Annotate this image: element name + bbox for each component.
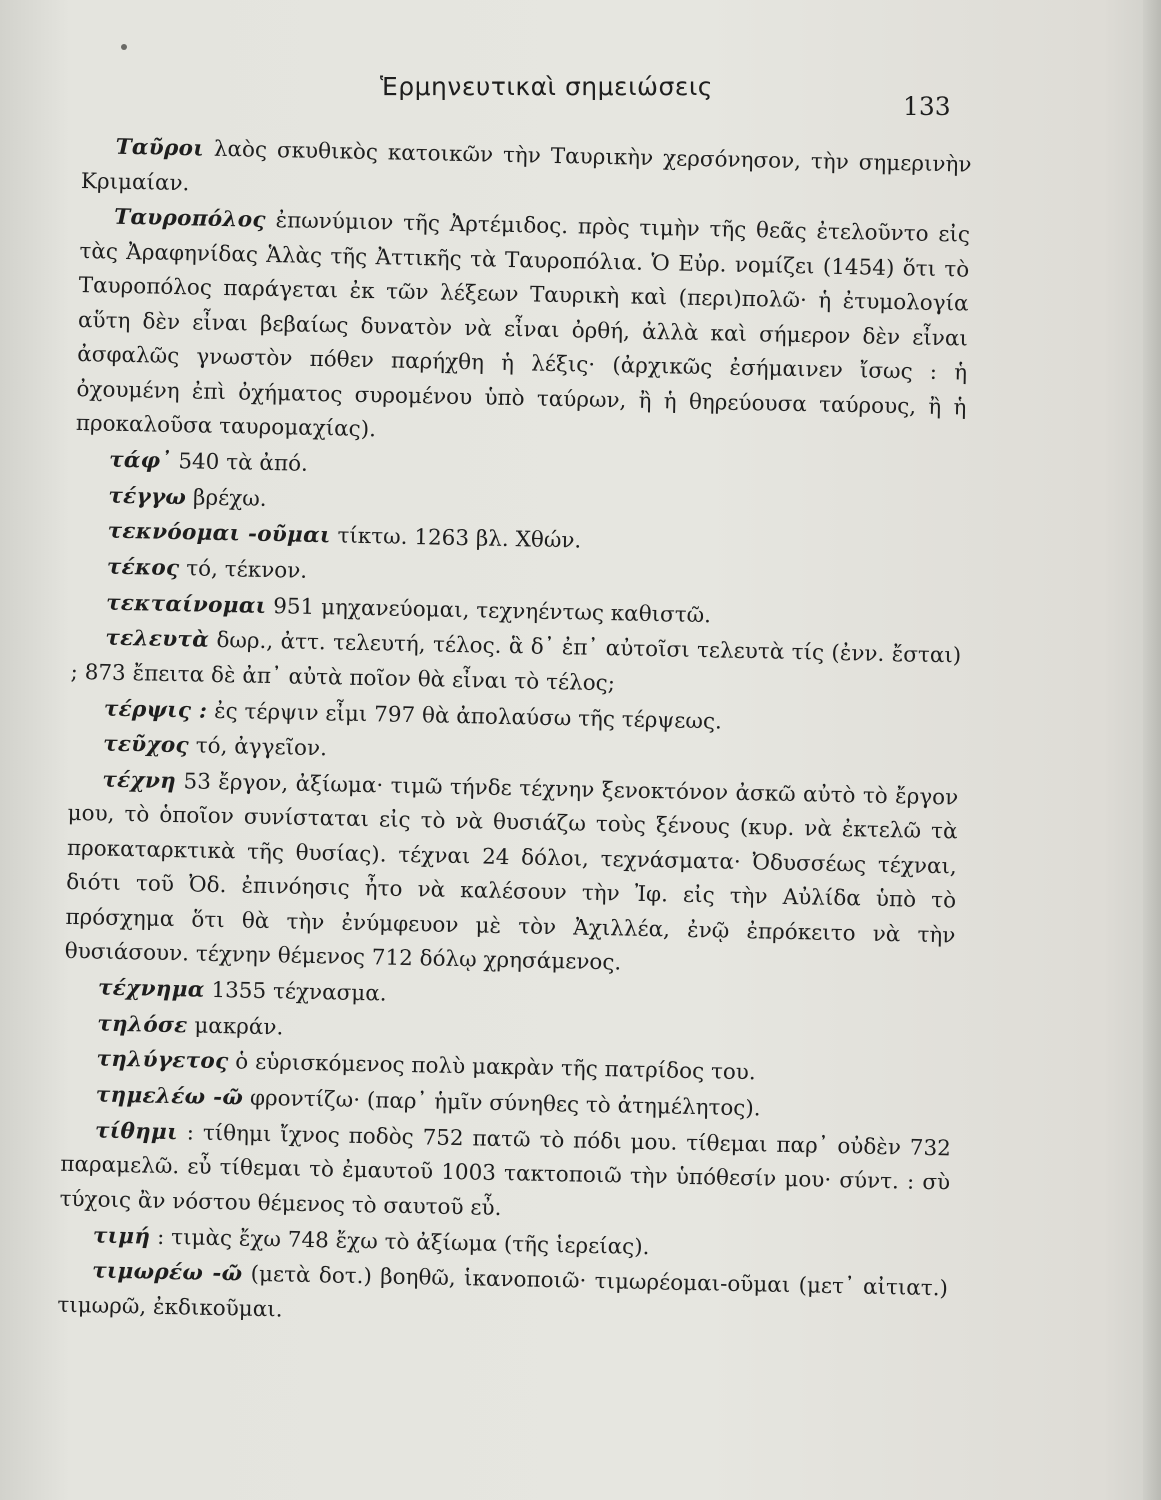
entry-headword: τιμή xyxy=(92,1222,151,1250)
page-number: 133 xyxy=(903,92,951,121)
entry-text: τίκτω. 1263 βλ. Χθών. xyxy=(337,523,582,554)
entry-headword: τάφ᾽ xyxy=(108,447,172,474)
entry-headword: τίθημι xyxy=(94,1118,179,1146)
ink-speck xyxy=(121,44,127,50)
glossary-entry xyxy=(64,763,958,989)
book-spine-shadow xyxy=(1143,0,1161,1500)
entry-headword: Ταῦροι xyxy=(115,134,205,162)
entry-text: φροντίζω· (παρ᾽ ἡμῖν σύνηθες τὸ ἀτημέλητος). xyxy=(249,1085,761,1122)
entry-text: 540 τὰ ἀπό. xyxy=(178,448,309,477)
glossary-entry xyxy=(75,200,970,460)
entry-headword: τέχνημα xyxy=(97,975,205,1003)
entry-text: 1355 τέχνασμα. xyxy=(211,977,387,1007)
entry-text: βρέχω. xyxy=(192,484,267,512)
entry-headword: τέρψις : xyxy=(103,696,208,724)
entry-headword: τέκος xyxy=(106,554,180,582)
entry-text: τό, ἀγγεῖον. xyxy=(195,733,328,762)
entry-headword: τηλόσε xyxy=(97,1011,188,1039)
entry-headword: τεκταίνομαι xyxy=(105,590,267,619)
entry-text: 951 μηχανεύομαι, τεχνηέντως καθιστῶ. xyxy=(272,593,712,628)
entry-headword: τεῦχος xyxy=(102,731,190,759)
page-header xyxy=(0,72,1161,121)
entry-text: ἐς τέρψιν εἶμι 797 θὰ ἀπολαύσω τῆς τέρψεως. xyxy=(213,698,723,735)
entry-headword: τηλύγετος xyxy=(96,1046,229,1075)
entry-headword: τημελέω -ῶ xyxy=(95,1082,244,1111)
entry-headword: τελευτὰ xyxy=(105,625,210,654)
entry-text: : τιμὰς ἔχω 748 ἔχω τὸ ἀξίωμα (τῆς ἱερείας). xyxy=(156,1224,650,1260)
entry-text: μακράν. xyxy=(194,1013,284,1041)
entry-text: ἐπωνύμιον τῆς Ἀρτέμιδος. πρὸς τιμὴν τῆς θεᾶς ἐτελοῦντο εἰς τὰς Ἀραφηνίδας Ἁλὰς τῆς Ἀττικῆς τὰ Ταυροπόλια. Ὁ Εὐρ. νομίζει (1454) ὅτι τὸ Ταυροπόλος παράγεται ἐκ τῶν λέξεων Ταυρικὴ καὶ (περι)πολῶ· ἡ ἐτυμολογία αὕτη δὲν εἶναι βεβαίως δυνατὸν νὰ εἶναι ὀρθή, ἀλλὰ καὶ σήμερον δὲν εἶναι ἀσφαλῶς γνωστὸν πόθεν παρήχθη ἡ λέξις· (ἀρχικῶς ἐσήμαινεν ἴσως : ἡ ὀχουμένη ἐπὶ ὀχήματος συρομένου ὑπὸ ταύρων, ἢ ἡ θηρεύουσα ταύρους, ἢ ἡ προκαλοῦσα ταυρομαχίας). xyxy=(75,208,971,443)
entry-text: 53 ἔργον, ἀξίωμα· τιμῶ τήνδε τέχνην ξενοκτόνον ἀσκῶ αὐτὸ τὸ ἔργον μου, τὸ ὁποῖον συνίσταται εἰς τὸ νὰ θυσιάζω τοὺς ξένους (κυρ. νὰ ἐκτελῶ τὰ προκαταρκτικὰ τῆς θυσίας). τέχναι 24 δόλοι, τεχνάσματα· Ὀδυσσέως τέχναι, διότι τοῦ Ὀδ. ἐπινόησις ἦτο νὰ καλέσουν τὴν Ἰφ. εἰς τὴν Αὐλίδα ὑπὸ τὸ πρόσχημα ὅτι θὰ τὴν ἐνύμφευον μὲ τὸν Ἀχιλλέα, ἐνῷ ἐπρόκειτο νὰ τὴν θυσιάσουν. τέχνην θέμενος 712 δόλῳ χρησάμενος. xyxy=(64,769,959,976)
entry-headword: τέχνη xyxy=(102,767,177,794)
entry-headword: τέγγω xyxy=(108,483,187,510)
entry-text: δωρ., ἀττ. τελευτή, τέλος. ἃ δ᾽ ἐπ᾽ αὐτοῖσι τελευτὰ τίς (ἐνν. ἔσται) ; 873 ἔπειτα δὲ ἀπ᾽ αὐτὰ ποῖον θὰ εἶναι τὸ τέλος; xyxy=(70,628,962,697)
entry-text: : τίθημι ἴχνος ποδὸς 752 πατῶ τὸ πόδι μου. τίθεμαι παρ᾽ οὐδὲν 732 παραμελῶ. εὖ τίθεμαι τὸ ἐμαυτοῦ 1003 τακτοποιῶ τὴν ὑπόθεσίν μου· σύντ. : σὺ τύχοις ἂν νόστου θέμενος τὸ σαυτοῦ εὖ. xyxy=(59,1120,952,1221)
entry-headword: τιμωρέω -ῶ xyxy=(91,1258,243,1287)
entry-text: τό, τέκνον. xyxy=(186,556,308,584)
glossary-entry xyxy=(59,1114,951,1236)
glossary-body xyxy=(57,130,972,1343)
running-title: Ἑρμηνευτικαὶ σημειώσεις xyxy=(380,72,713,101)
entry-headword: τεκνόομαι -οῦμαι xyxy=(107,518,331,549)
entry-text: ὁ εὑρισκόμενος πολὺ μακρὰν τῆς πατρίδος του. xyxy=(235,1049,756,1086)
entry-text: λαὸς σκυθικὸς κατοικῶν τὴν Ταυρικὴν χερσόνησον, τὴν σημερινὴν Κριμαίαν. xyxy=(80,136,972,196)
entry-text: (μετὰ δοτ.) βοηθῶ, ἱκανοποιῶ· τιμωρέομαι-οῦμαι (μετ᾽ αἰτιατ.) τιμωρῶ, ἐκδικοῦμαι. xyxy=(57,1261,949,1323)
entry-headword: Ταυροπόλος xyxy=(113,204,267,234)
